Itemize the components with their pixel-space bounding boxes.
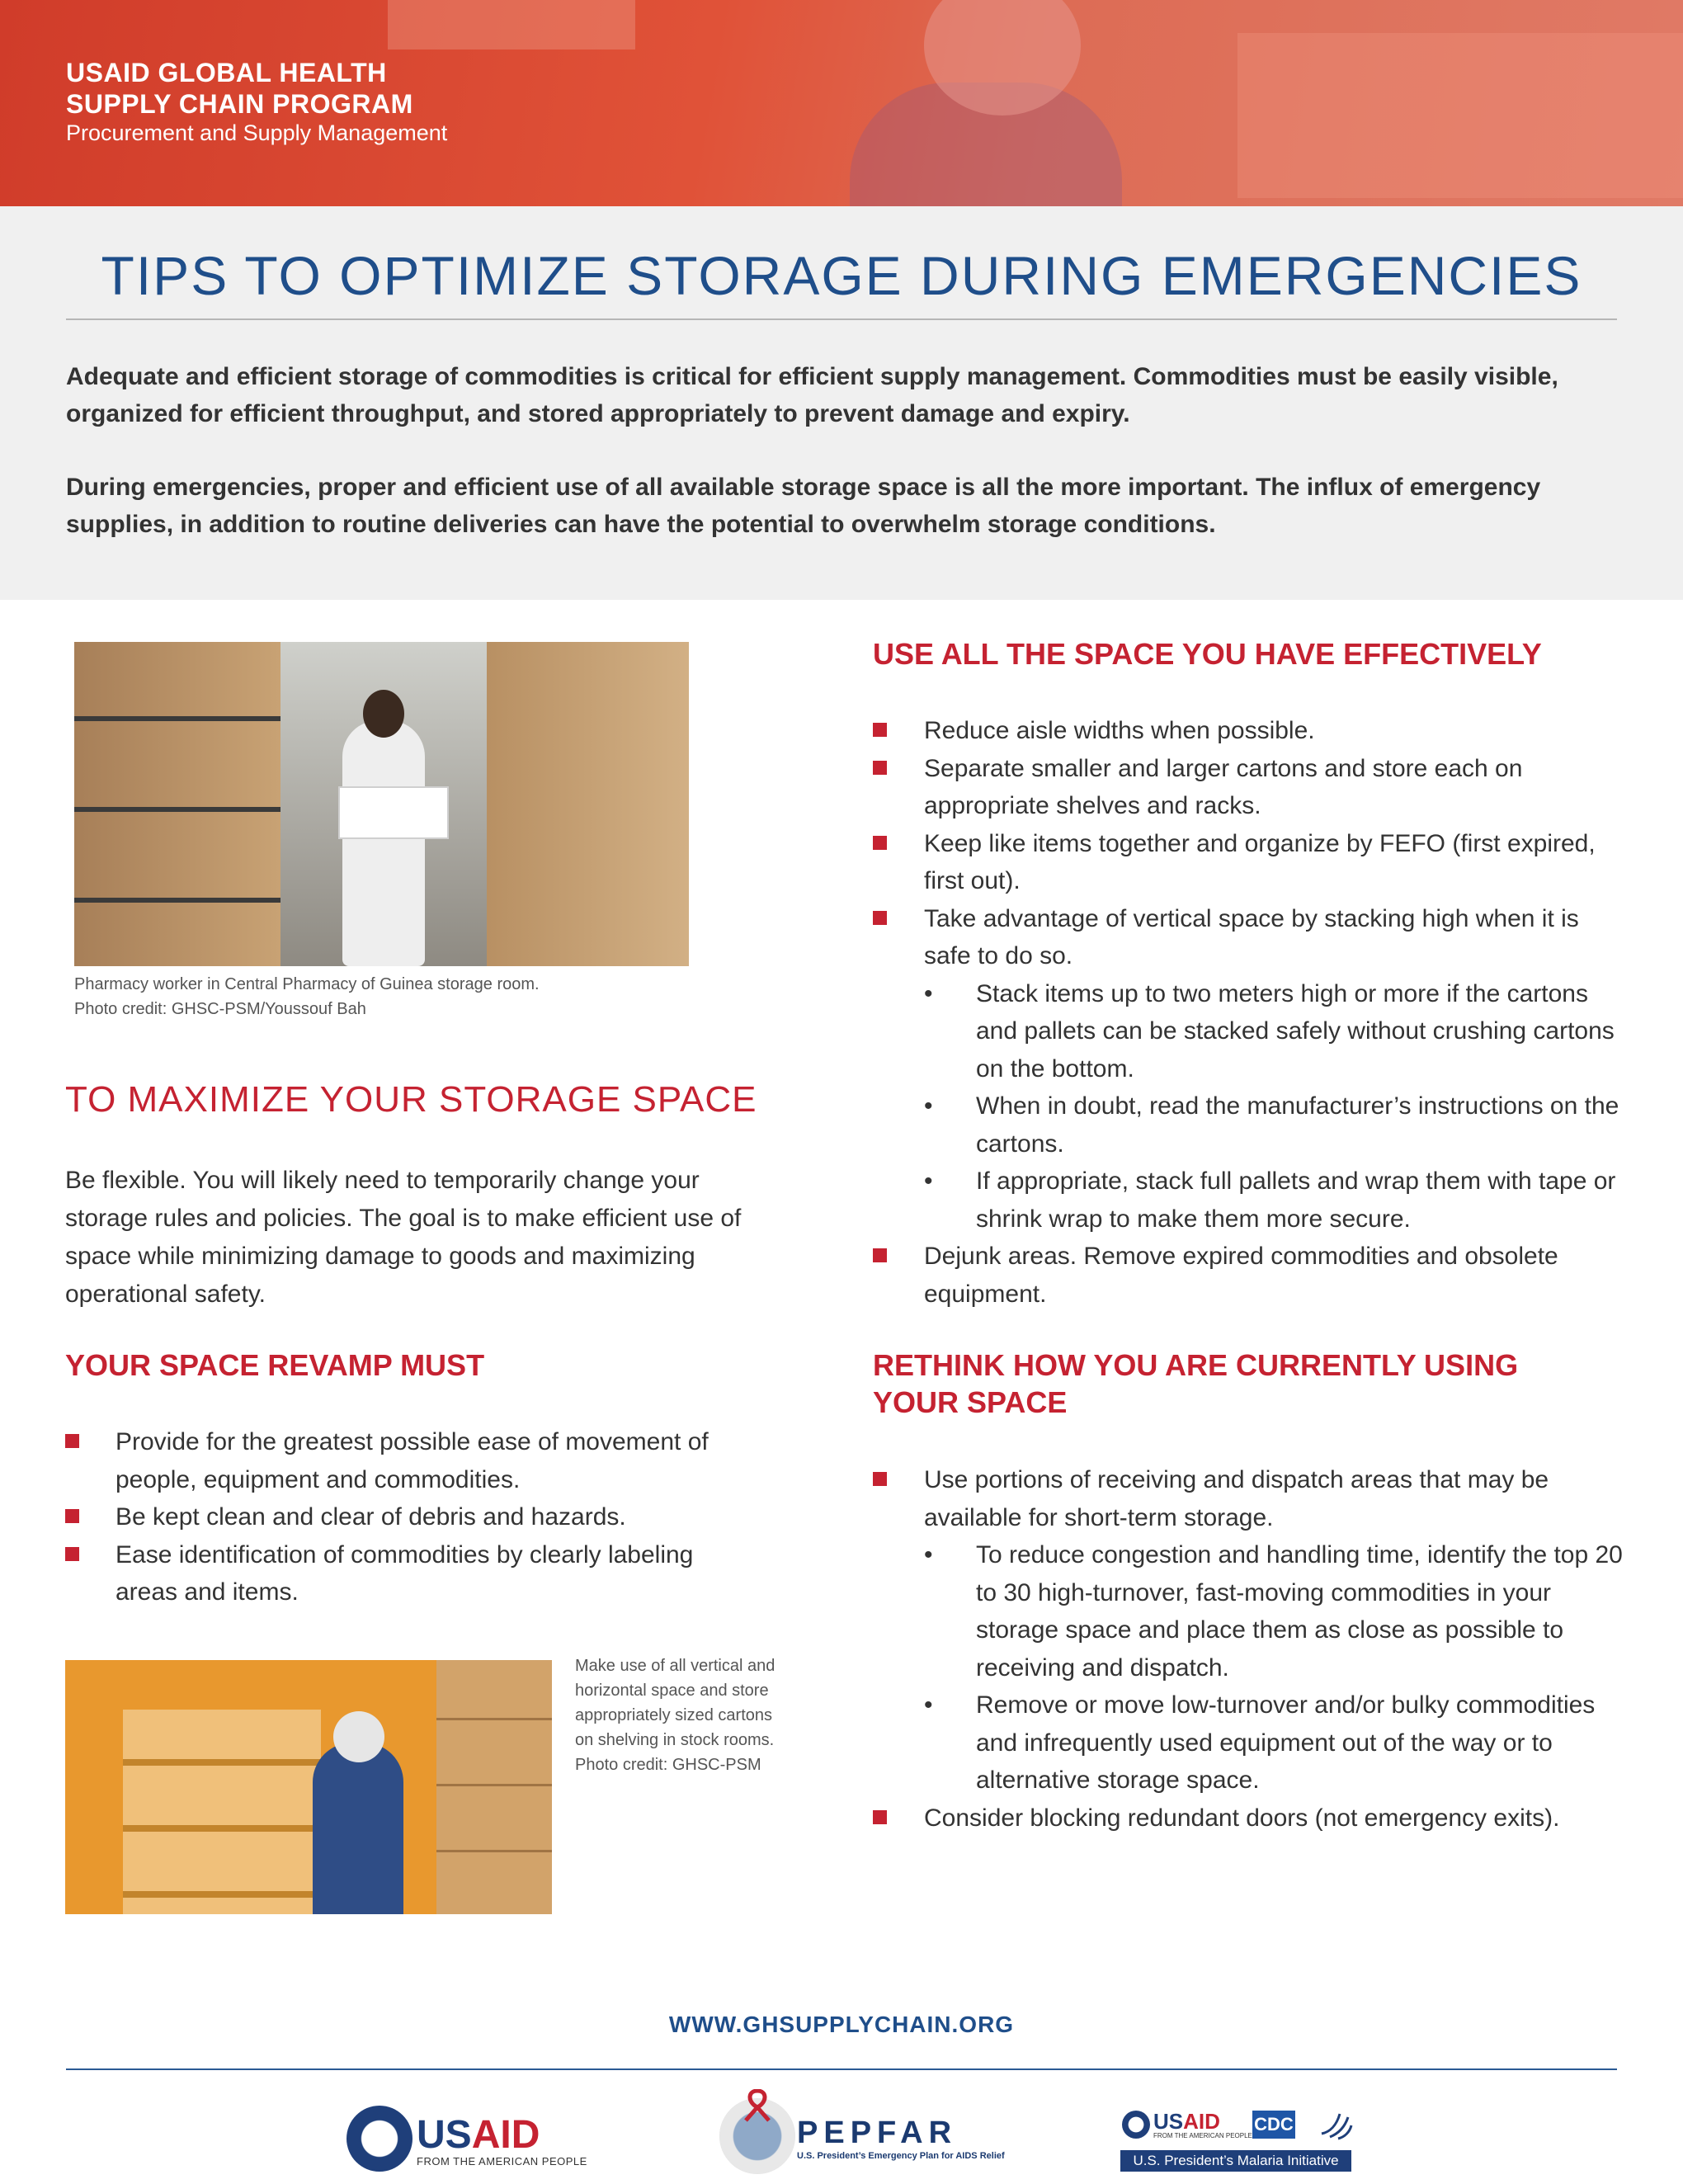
org-name-line1: USAID GLOBAL HEALTH (66, 58, 387, 87)
usaid-seal-icon (346, 2106, 412, 2172)
rethink-subitem: • Remove or move low-turnover and/or bulky commodities and infrequently used equipment out of the way or to alternative storage space. (924, 1686, 1632, 1800)
use-space-subitem: • When in doubt, read the manufacturer’s instructions on the cartons. (924, 1087, 1632, 1163)
photo2-shelf-bar (123, 1891, 321, 1898)
photo1-left-shelf (74, 642, 280, 966)
rethink-list (873, 1461, 1632, 1837)
square-bullet-icon (65, 1434, 79, 1448)
org-subtitle: Procurement and Supply Management (66, 120, 448, 145)
cdc-logo: CDC (1252, 2111, 1295, 2139)
header-banner (0, 0, 1683, 206)
photo-pharmacy-worker (74, 642, 689, 966)
photo2-carton-stack (436, 1660, 552, 1914)
photo1-caption (74, 972, 701, 1021)
dot-bullet-icon: • (924, 1691, 933, 1719)
org-name-line2: SUPPLY CHAIN PROGRAM (66, 89, 413, 119)
footer-divider (66, 2068, 1617, 2070)
square-bullet-icon (873, 761, 887, 775)
pepfar-logo (797, 2116, 1005, 2161)
revamp-item: Be kept clean and clear of debris and hazards. (65, 1498, 742, 1536)
maximize-heading: TO MAXIMIZE YOUR STORAGE SPACE (65, 1079, 757, 1120)
photo2-carton-seam (436, 1784, 552, 1786)
photo1-worker (342, 720, 425, 966)
rethink-item: Consider blocking redundant doors (not emergency exits). (873, 1800, 1632, 1837)
photo2-shelf-bar (123, 1759, 321, 1766)
square-bullet-icon (873, 1810, 887, 1824)
intro-paragraph-2: During emergencies, proper and efficient use of all available storage space is all the more important. The influx of emergency supplies, in addition to routine deliveries can have the potential to overwhelm storage conditions. (66, 474, 1541, 538)
square-bullet-icon (873, 911, 887, 925)
photo1-shelf-bar (74, 898, 280, 903)
maximize-body: Be flexible. You will likely need to temporarily change your storage rules and policies. The goal is to make efficient use of space while minimizing damage to goods and maximizing operational safety. (65, 1167, 742, 1308)
red-ribbon-icon (739, 2089, 776, 2122)
photo2-worker-head (333, 1711, 384, 1762)
use-space-item: Reduce aisle widths when possible. (873, 712, 1632, 750)
photo2-shelf-bar (123, 1825, 321, 1832)
pepfar-tagline: U.S. President’s Emergency Plan for AIDS Relief (797, 2151, 1005, 2161)
rethink-subitem: • To reduce congestion and handling time, identify the top 20 to 30 high-turnover, fast-moving commodities in your storage space and place them as close as possible to receiving and dispatch. (924, 1536, 1632, 1686)
photo1-right-cartons (487, 642, 689, 966)
square-bullet-icon (65, 1547, 79, 1561)
photo1-caption-line1: Pharmacy worker in Central Pharmacy of Guinea storage room. (74, 975, 540, 993)
revamp-list (65, 1423, 742, 1611)
pmi-banner: U.S. President’s Malaria Initiative (1120, 2150, 1351, 2172)
use-space-sublist (924, 975, 1632, 1238)
photo2-worker (313, 1743, 403, 1914)
rethink-heading: RETHINK HOW YOU ARE CURRENTLY USING YOUR SPACE (873, 1348, 1519, 1419)
photo1-worker-head (363, 690, 404, 738)
use-space-item: Dejunk areas. Remove expired commodities and obsolete equipment. (873, 1238, 1632, 1313)
photo1-shelf-bar (74, 716, 280, 721)
pmi-usaid-seal-icon (1122, 2111, 1150, 2139)
photo1-caption-line2: Photo credit: GHSC-PSM/Youssouf Bah (74, 1000, 366, 1018)
use-space-heading: USE ALL THE SPACE YOU HAVE EFFECTIVELY (873, 637, 1542, 671)
usaid-logo (417, 2113, 587, 2167)
pmi-usaid-logo (1153, 2111, 1252, 2139)
hhs-eagle-icon (1318, 2109, 1355, 2142)
intro-paragraph-1: Adequate and efficient storage of commodities is critical for efficient supply management. Commodities must be easily visible, organized for efficient throughput, and stored appropriately to prevent damage and expiry. (66, 363, 1558, 427)
header-photo-box (388, 0, 635, 50)
photo-stock-room (65, 1660, 552, 1914)
usaid-tagline: FROM THE AMERICAN PEOPLE (417, 2155, 587, 2167)
pepfar-wordmark: PEPFAR (797, 2116, 958, 2150)
square-bullet-icon (65, 1509, 79, 1523)
photo2-carton-seam (436, 1850, 552, 1852)
dot-bullet-icon: • (924, 1541, 933, 1568)
pmi-usaid-tagline: FROM THE AMERICAN PEOPLE (1153, 2132, 1252, 2139)
revamp-heading: YOUR SPACE REVAMP MUST (65, 1348, 485, 1382)
use-space-list (873, 712, 1632, 1313)
use-space-subitem: • Stack items up to two meters high or more if the cartons and pallets can be stacked safely without crushing cartons on the bottom. (924, 975, 1632, 1088)
use-space-item: Keep like items together and organize by FEFO (first expired, first out). (873, 825, 1632, 900)
revamp-item: Ease identification of commodities by clearly labeling areas and items. (65, 1536, 742, 1611)
usaid-wordmark: USAID (417, 2113, 540, 2157)
photo1-carried-box (338, 786, 449, 839)
title-divider (66, 318, 1617, 320)
revamp-item: Provide for the greatest possible ease of movement of people, equipment and commodities. (65, 1423, 742, 1498)
square-bullet-icon (873, 1472, 887, 1486)
photo1-shelf-bar (74, 807, 280, 812)
photo2-carton-seam (436, 1718, 552, 1720)
dot-bullet-icon: • (924, 1167, 933, 1195)
square-bullet-icon (873, 1248, 887, 1262)
photo2-shelving (123, 1710, 321, 1914)
header-photo-shelf (1238, 33, 1683, 198)
use-space-item: Take advantage of vertical space by stacking high when it is safe to do so. • Stack items up to two meters high or more if the cartons and pallets can be stacked safely without crushing cartons on the bottom. • When in doubt, read the manufacturer’s instructions on the cartons. • If appropriate, stack full pallets and wrap them with tape or shrink wrap to make them more secure. (873, 900, 1632, 1238)
use-space-subitem: • If appropriate, stack full pallets and wrap them with tape or shrink wrap to make them more secure. (924, 1163, 1632, 1238)
rethink-sublist (924, 1536, 1632, 1800)
square-bullet-icon (873, 723, 887, 737)
dot-bullet-icon: • (924, 1092, 933, 1120)
photo2-caption: Make use of all vertical and horizontal space and store appropriately sized cartons on shelving in stock rooms. Photo credit: GHSC-PSM (575, 1657, 776, 1774)
rethink-item: Use portions of receiving and dispatch areas that may be available for short-term storage. • To reduce congestion and handling time, identify the top 20 to 30 high-turnover, fast-moving commodities in your storage space and place them as close as possible to receiving and dispatch. • Remove or move low-turnover and/or bulky commodities and infrequently used equipment out of the way or to alternative storage space. (873, 1461, 1632, 1800)
dot-bullet-icon: • (924, 979, 933, 1007)
square-bullet-icon (873, 836, 887, 850)
page-title: TIPS TO OPTIMIZE STORAGE DURING EMERGENCIES (101, 245, 1582, 306)
pmi-usaid-wordmark: USAID (1153, 2109, 1220, 2134)
website-link[interactable]: WWW.GHSUPPLYCHAIN.ORG (668, 2012, 1015, 2037)
use-space-item: Separate smaller and larger cartons and store each on appropriate shelves and racks. (873, 750, 1632, 825)
